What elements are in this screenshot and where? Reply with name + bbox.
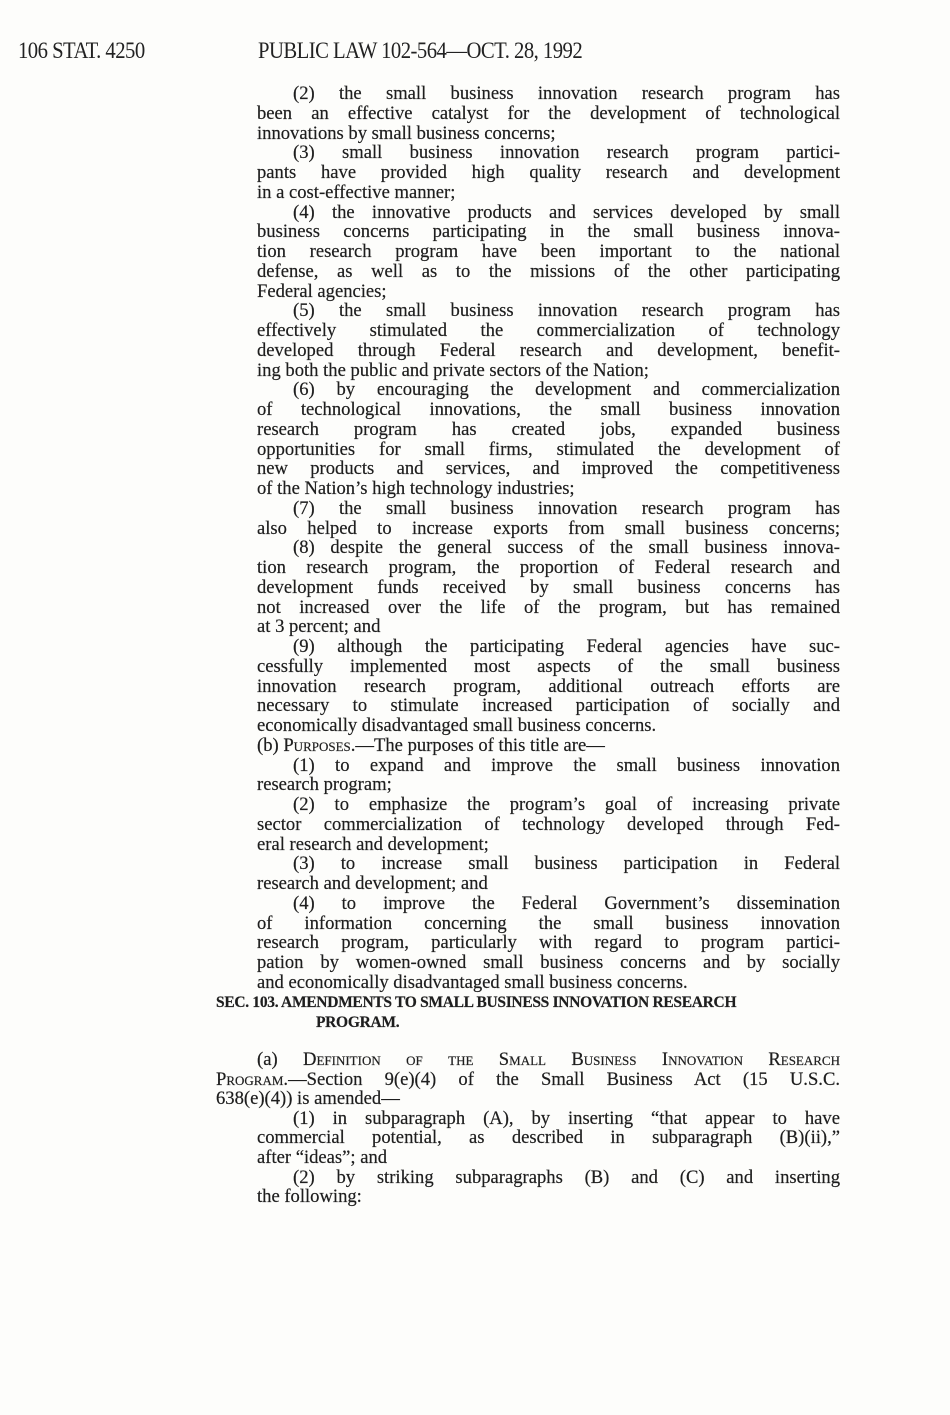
text-line (257, 1050, 840, 1070)
text-line: (5) the small business innovation research program has (293, 300, 840, 322)
text-line: (9) although the participating Federal agencies have suc- (293, 636, 840, 657)
text-line: tion research program have been important to the national (257, 241, 840, 262)
section-heading: SEC. 103. AMENDMENTS TO SMALL BUSINESS INNOVATION RESEARCH (216, 994, 737, 1011)
running-head-title: PUBLIC LAW 102-564—OCT. 28, 1992 (258, 38, 583, 63)
text-line: pation by women-owned small business concerns and by socially (257, 952, 840, 973)
text-line: effectively stimulated the commercialization of technology (257, 320, 840, 341)
text-line: the following: (257, 1186, 362, 1208)
text-line: innovation research program, additional outreach efforts are (257, 675, 840, 697)
text-line: cessfully implemented most aspects of the small business (257, 655, 840, 677)
text-line: (6) by encouraging the development and commercialization (293, 379, 840, 401)
small-caps-heading: Program. (216, 1068, 289, 1090)
text-line: commercial potential, as described in subparagraph (B)(ii),” (257, 1127, 840, 1149)
line-text: —The purposes of this title are— (355, 734, 605, 756)
text-line: been an effective catalyst for the development of technological (257, 102, 840, 124)
text-line: after “ideas”; and (257, 1147, 388, 1168)
text-line: research and development; and (257, 873, 488, 894)
text-line: (7) the small business innovation research program has (293, 497, 840, 519)
text-line: (4) the innovative products and services developed by small (293, 201, 840, 223)
text-line: business concerns participating in the small business innova- (257, 221, 840, 243)
text-line: (2) by striking subparagraphs (B) and (C) and inserting (293, 1166, 840, 1188)
text-line: innovations by small business concerns; (257, 122, 556, 144)
page-stat-number: 106 STAT. 4250 (18, 38, 145, 63)
text-line: research program, particularly with regard to program partici- (257, 932, 840, 954)
text-line: Federal agencies; (257, 280, 387, 302)
paragraph-label: (a) (257, 1049, 304, 1070)
text-line: also helped to increase exports from small business concerns; (257, 517, 840, 539)
text-line: pants have provided high quality research and development (257, 162, 840, 183)
text-line: (2) to emphasize the program’s goal of increasing private (293, 794, 840, 815)
text-line: of technological innovations, the small business innovation (257, 399, 840, 420)
text-line: (4) to improve the Federal Government’s dissemination (293, 892, 840, 914)
text-line: opportunities for small firms, stimulated the development of (257, 438, 840, 460)
small-caps-heading: Definition of the Small Business Innovation Research (303, 1049, 840, 1070)
text-line: (1) to expand and improve the small business innovation (293, 754, 840, 776)
section-heading-continued: PROGRAM. (316, 1014, 400, 1031)
text-line: research program has created jobs, expanded business (257, 418, 840, 440)
paragraph-label: (b) (257, 734, 284, 756)
text-line: (8) despite the general success of the small business innova- (293, 537, 840, 559)
text-line: at 3 percent; and (257, 616, 381, 638)
text-line: of information concerning the small business innovation (257, 912, 840, 934)
text-line: research program; (257, 774, 392, 796)
text-line (216, 1070, 840, 1090)
text-line: in a cost-effective manner; (257, 181, 456, 203)
text-line: ing both the public and private sectors of the Nation; (257, 359, 649, 381)
text-line: (1) in subparagraph (A), by inserting “that appear to have (293, 1107, 840, 1129)
text-line: tion research program, the proportion of Federal research and (257, 557, 840, 578)
text-line: (3) small business innovation research program partici- (293, 142, 840, 164)
text-line: (3) to increase small business participation in Federal (293, 853, 840, 875)
text-line: developed through Federal research and development, benefit- (257, 339, 840, 361)
text-line: 638(e)(4)) is amended— (216, 1088, 400, 1110)
text-line: economically disadvantaged small business concerns. (257, 715, 657, 736)
text-line: not increased over the life of the program, but has remained (257, 596, 840, 618)
text-line: sector commercialization of technology developed through Fed- (257, 813, 840, 835)
text-line: defense, as well as to the missions of the other participating (257, 260, 840, 282)
text-line: and economically disadvantaged small business concerns. (257, 971, 688, 993)
text-line: new products and services, and improved the competitiveness (257, 458, 840, 480)
text-line: necessary to stimulate increased participation of socially and (257, 695, 840, 717)
small-caps-heading: Purposes. (283, 734, 356, 756)
text-line: (2) the small business innovation research program has (293, 83, 840, 104)
line-text: —Section 9(e)(4) of the Small Business Act (15 U.S.C. (288, 1068, 840, 1090)
text-line: development funds received by small business concerns has (257, 576, 840, 598)
text-line: of the Nation’s high technology industries; (257, 478, 575, 499)
text-line (257, 736, 840, 756)
text-line: eral research and development; (257, 833, 489, 855)
